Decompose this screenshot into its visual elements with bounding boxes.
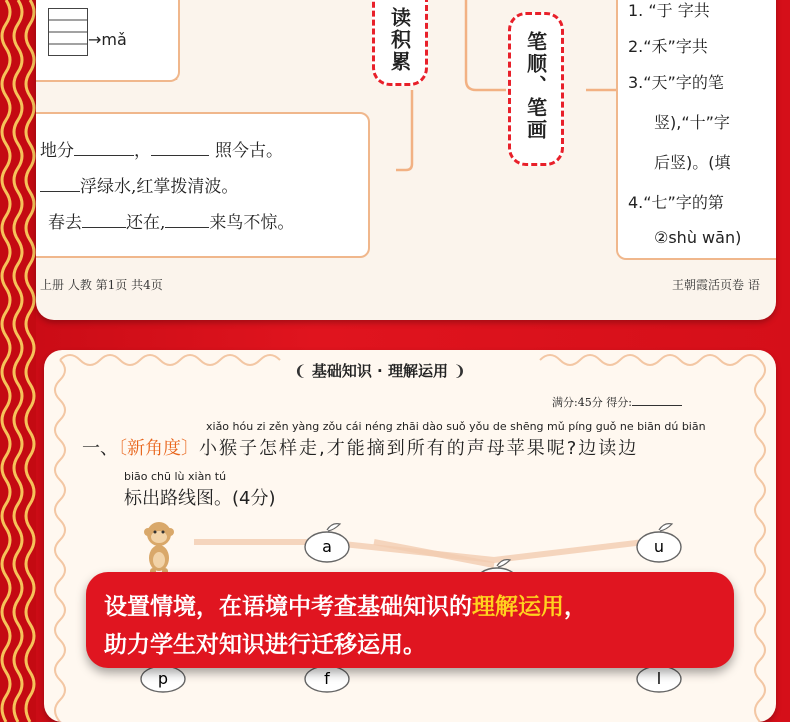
pinyin-line-2: biāo chū lù xiàn tú bbox=[124, 470, 227, 483]
apple-f[interactable] bbox=[302, 664, 352, 694]
apple-p[interactable] bbox=[138, 664, 188, 694]
pinyin-line-1: xiǎo hóu zi zěn yàng zǒu cái néng zhāi dào suǒ yǒu de shēng mǔ píng guǒ ne biān dú biān bbox=[206, 420, 706, 433]
poem-line-2: 浮绿水,红掌拨清波。 bbox=[40, 172, 238, 197]
laurel-right-icon: ❩ bbox=[453, 362, 466, 380]
apple-l[interactable] bbox=[634, 664, 684, 694]
stroke-grid bbox=[48, 8, 88, 56]
banner-line-1: 设置情境，在语境中考查基础知识的理解运用， bbox=[104, 594, 587, 620]
footer-right: 王朝霞活页卷 语 bbox=[672, 278, 760, 292]
poem-line-1: 地分 ， 照今古。 bbox=[40, 141, 283, 161]
banner-line-2: 助力学生对知识进行迁移运用。 bbox=[104, 632, 426, 658]
footer-left: 上册 人教 第1页 共4页 bbox=[40, 278, 163, 292]
score-line: 满分:45分 得分: bbox=[552, 394, 682, 410]
poem-line-3: 春去 还在, 来鸟不惊。 bbox=[48, 213, 295, 233]
question-3: 3.“天”字的笔 bbox=[628, 73, 724, 92]
stroke-order-label: 笔顺、笔画 bbox=[508, 12, 564, 166]
new-angle-tag: 〔新角度〕 bbox=[118, 438, 199, 459]
stroke-order-box bbox=[36, 0, 180, 82]
question-4-option: ②shù wān) bbox=[654, 228, 742, 247]
questions-box bbox=[616, 0, 776, 260]
stroke-row-label: →mǎ bbox=[88, 30, 127, 49]
apple-letter: p bbox=[157, 669, 169, 688]
apple-letter: l bbox=[656, 669, 662, 688]
apple-a[interactable] bbox=[302, 520, 352, 564]
question-1: 1. “于 字共 bbox=[628, 1, 710, 20]
question-3-line-2: 竖),“十”字 bbox=[654, 113, 730, 132]
apple-letter: u bbox=[653, 537, 665, 556]
question-4: 4.“七”字的第 bbox=[628, 193, 724, 212]
question-line-1: 一、〔新角度〕小猴子怎样走,才能摘到所有的声母苹果呢?边读边 bbox=[82, 438, 639, 459]
question-2: 2.“禾”字共 bbox=[628, 37, 708, 56]
section-title: ❨ 基础知识 · 理解运用 ❩ bbox=[294, 362, 466, 380]
apple-letter: a bbox=[322, 537, 332, 556]
banner-highlight: 理解运用 bbox=[472, 594, 564, 620]
wave-border-decoration bbox=[0, 0, 36, 722]
question-line-2: 标出路线图。(4分) bbox=[124, 488, 276, 509]
question-3-line-3: 后竖)。(填 bbox=[654, 153, 731, 172]
laurel-left-icon: ❨ bbox=[294, 362, 307, 380]
apple-u[interactable] bbox=[634, 520, 684, 564]
question-number: 一、 bbox=[82, 438, 118, 459]
feature-banner bbox=[86, 572, 734, 668]
reading-accumulation-label: 读积累 bbox=[372, 0, 428, 86]
poem-fill-box bbox=[36, 112, 370, 258]
apple-letter: f bbox=[324, 669, 330, 688]
worksheet-page-top bbox=[36, 0, 776, 320]
